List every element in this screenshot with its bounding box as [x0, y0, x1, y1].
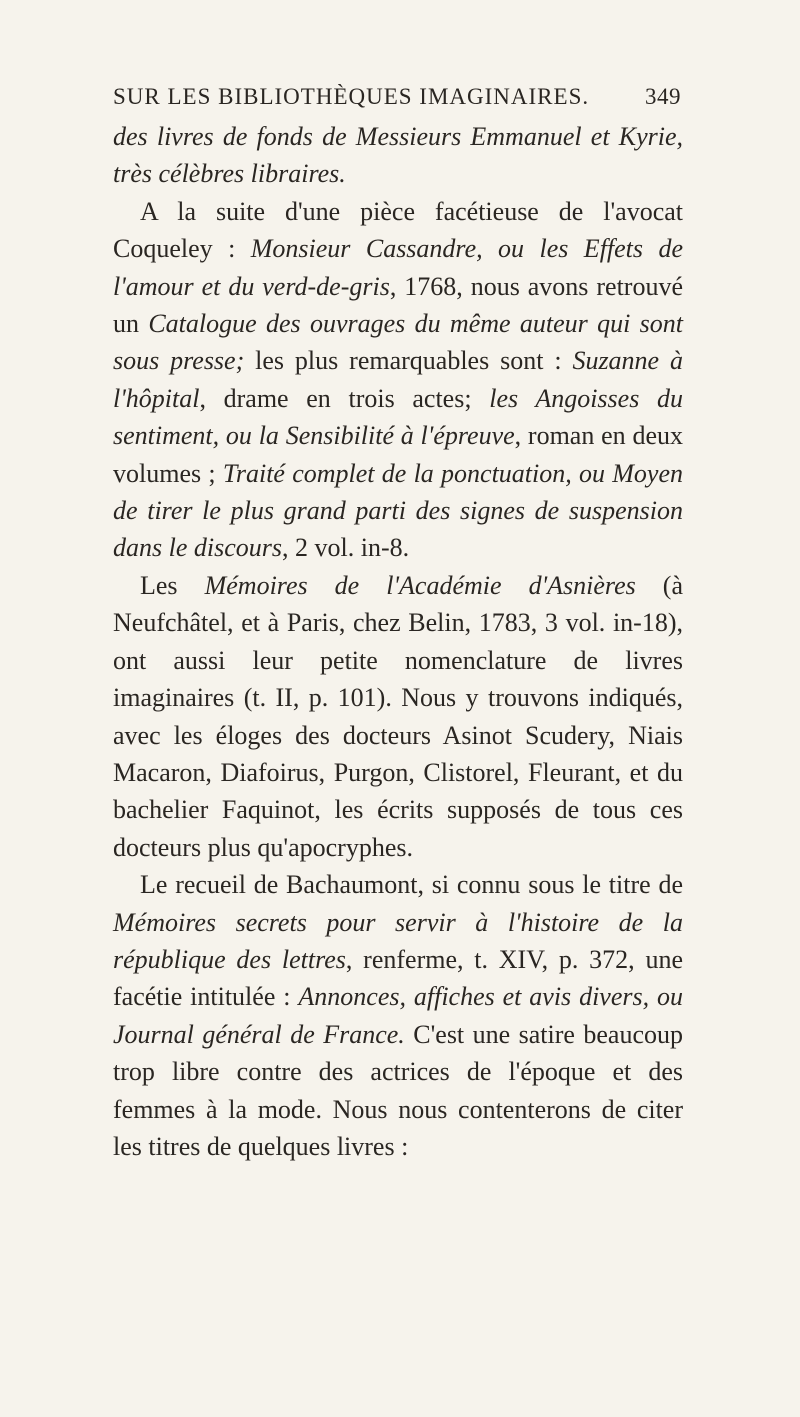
text-run: Catalogue des ouvrages du même auteur qui sont sous presse;	[113, 309, 683, 376]
text-run: Suzanne à l'hôpital	[113, 346, 683, 413]
paragraph	[113, 567, 683, 866]
text-run: , roman en deux volumes ;	[113, 421, 683, 488]
text-run: Mémoires de l'Académie d'Asnières	[204, 570, 636, 600]
text-run: A la suite d'une pièce facétieuse de l'avocat Coqueley :	[113, 196, 683, 264]
text-run: Annonces, affiches et avis divers, ou Journal général de France.	[113, 982, 684, 1049]
text-run: Mémoires secrets pour servir à l'histoire de la république des lettres	[113, 907, 683, 974]
paragraph	[113, 193, 683, 567]
text-run: les plus remarquables sont :	[244, 346, 573, 376]
text-run: C'est une satire beaucoup trop libre contre des actrices de l'époque et des femmes à la mode. Nous nous contenterons de citer les titres de quelques livres :	[113, 1019, 683, 1161]
paragraph	[113, 866, 683, 1165]
text-run: (à Neufchâtel, et à Paris, chez Belin, 1783, 3 vol. in-18), ont aussi leur petite nomenclature de livres imaginaires (t. II, p. 101). Nous y trouvons indiqués, avec les éloges des docteurs Asinot Scudery, Niais Macaron, Diafoirus, Purgon, Clistorel, Fleurant, et du bachelier Faquinot, les écrits supposés de tous ces docteurs plus qu'apocryphes.	[113, 570, 683, 862]
body-text	[113, 118, 683, 1165]
text-run: , drame en trois actes;	[199, 383, 490, 413]
page-number: 349	[645, 84, 681, 109]
text-run: , renferme, t. XIV, p. 372, une facétie intitulée :	[113, 944, 683, 1012]
text-run: Traité complet de la ponctuation, ou Moyen de tirer le plus grand parti des signes de suspension dans le discours	[113, 458, 683, 563]
text-run: des livres de fonds de Messieurs Emmanuel et Kyrie, très célèbres libraires.	[113, 122, 683, 189]
text-run: , 2 vol. in-8.	[282, 533, 410, 563]
paragraph	[113, 118, 683, 193]
running-title: SUR LES BIBLIOTHÈQUES IMAGINAIRES.	[113, 84, 590, 109]
text-run: , 1768, nous avons retrouvé un	[113, 271, 683, 339]
text-run: Les	[140, 570, 205, 600]
running-head	[113, 84, 681, 110]
text-run: Monsieur Cassandre, ou les Effets de l'amour et du verd-de-gris	[113, 234, 683, 301]
text-run: Le recueil de Bachaumont, si connu sous le titre de	[140, 870, 683, 900]
text-run: les Angoisses du sentiment, ou la Sensibilité à l'épreuve	[113, 383, 683, 451]
